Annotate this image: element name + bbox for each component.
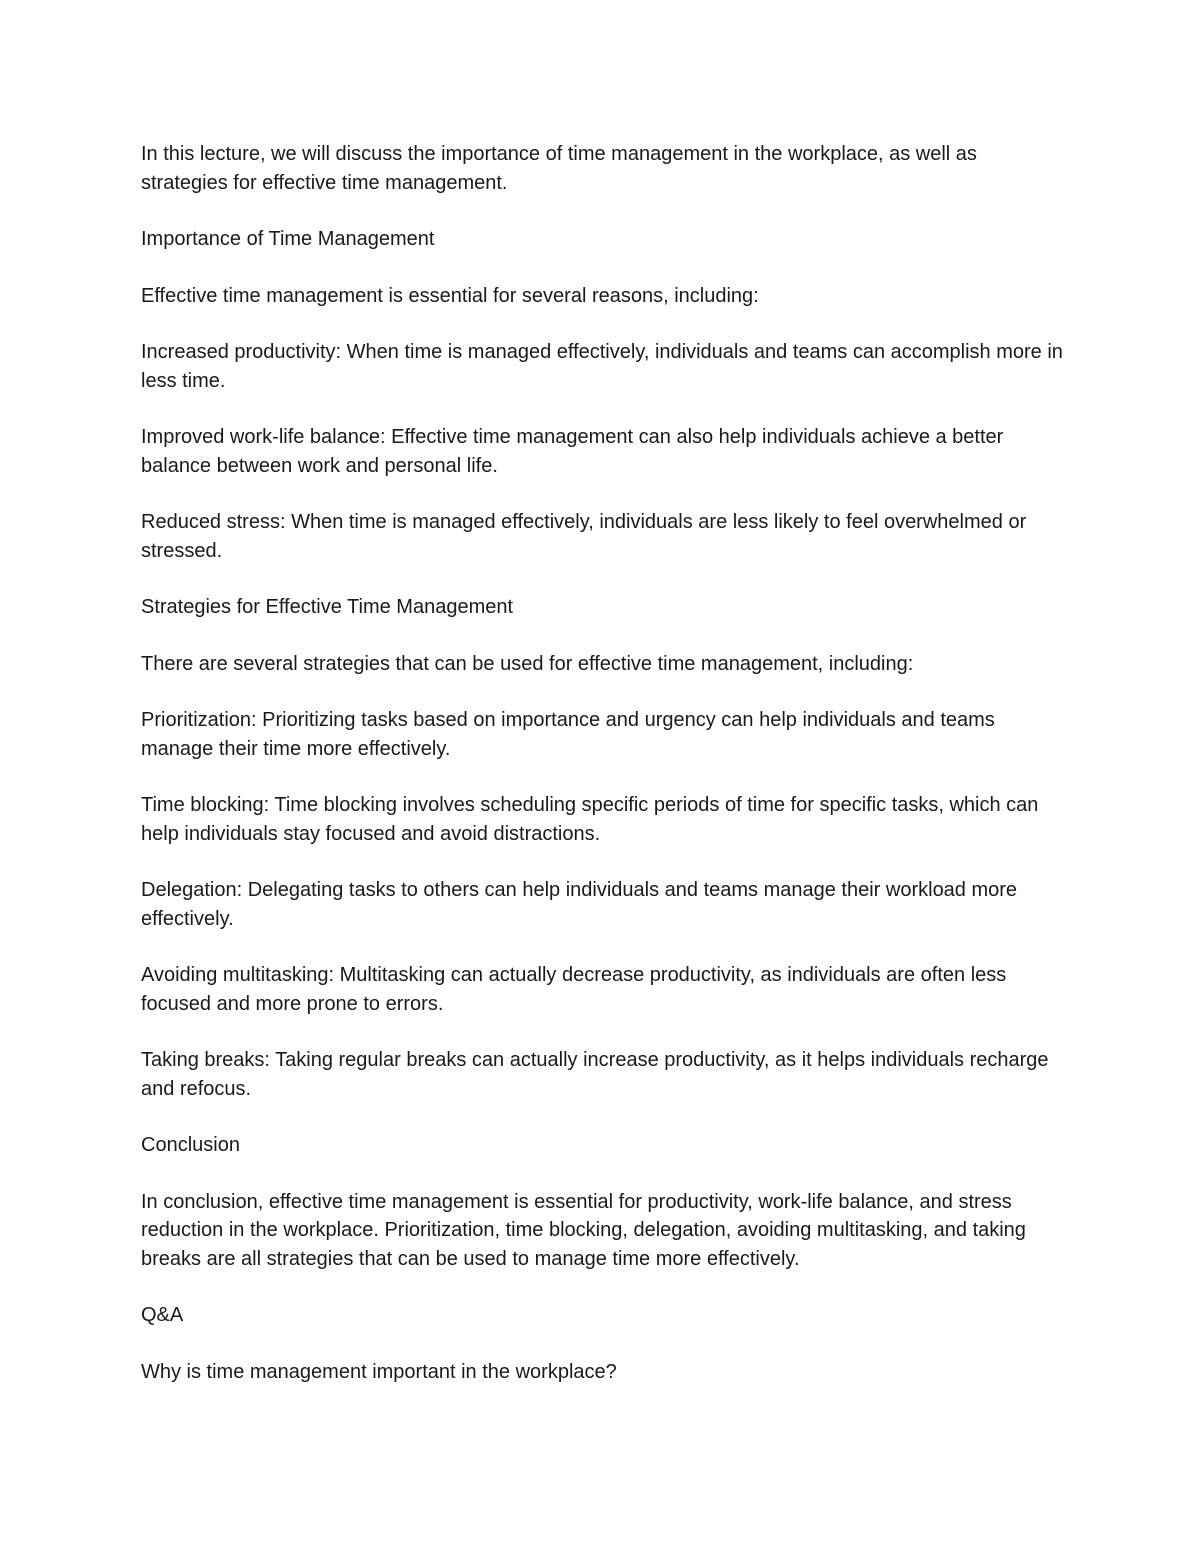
section-heading-importance: Importance of Time Management <box>141 228 435 250</box>
document-body <box>141 140 1066 1414</box>
strategies-intro-paragraph: There are several strategies that can be used for effective time management, including: <box>141 652 914 675</box>
qa-question: Why is time management important in the workplace? <box>141 1360 617 1383</box>
point-work-life-balance: Improved work-life balance: Effective time management can also help individuals achieve a better balance between work and personal life. <box>141 426 1004 477</box>
section-heading-qa: Q&A <box>141 1304 184 1326</box>
strategy-avoiding-multitasking: Avoiding multitasking: Multitasking can actually decrease productivity, as individuals are often less focused and more prone to errors. <box>141 964 1007 1015</box>
intro-paragraph: In this lecture, we will discuss the importance of time management in the workplace, as well as strategies for effective time management. <box>141 143 977 194</box>
strategy-time-blocking: Time blocking: Time blocking involves scheduling specific periods of time for specific tasks, which can help individuals stay focused and avoid distractions. <box>141 794 1039 845</box>
strategy-taking-breaks: Taking breaks: Taking regular breaks can actually increase productivity, as it helps individuals recharge and refocus. <box>141 1049 1049 1100</box>
importance-intro-paragraph: Effective time management is essential for several reasons, including: <box>141 284 759 307</box>
strategy-prioritization: Prioritization: Prioritizing tasks based on importance and urgency can help individuals and teams manage their time more effectively. <box>141 709 995 760</box>
section-heading-conclusion: Conclusion <box>141 1134 240 1156</box>
point-reduced-stress: Reduced stress: When time is managed effectively, individuals are less likely to feel overwhelmed or stressed. <box>141 511 1027 562</box>
strategy-delegation: Delegation: Delegating tasks to others can help individuals and teams manage their workload more effectively. <box>141 879 1018 930</box>
section-heading-strategies: Strategies for Effective Time Management <box>141 596 514 618</box>
conclusion-paragraph: In conclusion, effective time management is essential for productivity, work-life balance, and stress reduction in the workplace. Prioritization, time blocking, delegation, avoiding multitasking, and taking breaks are all strategies that can be used to manage time more effectively. <box>141 1190 1026 1270</box>
point-increased-productivity: Increased productivity: When time is managed effectively, individuals and teams can accomplish more in less time. <box>141 341 1063 392</box>
